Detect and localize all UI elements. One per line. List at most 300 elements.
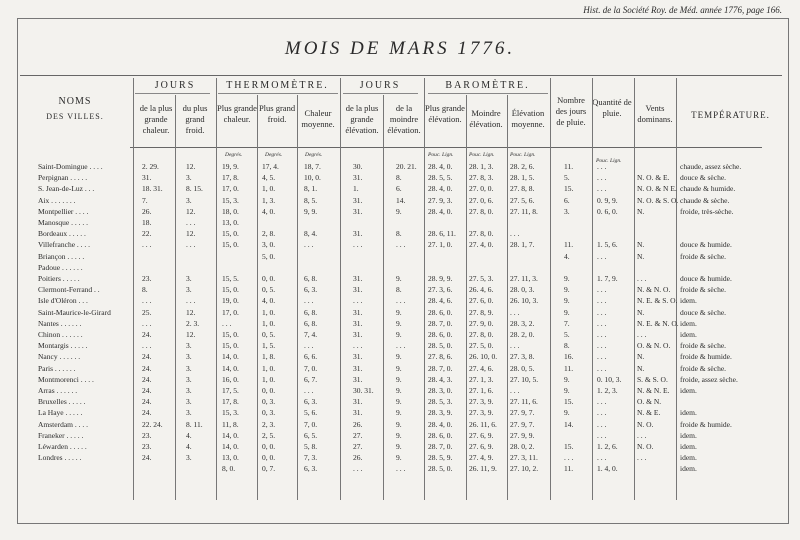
cell-t: douce & humide. [680, 240, 732, 250]
cell-tc: 15, 0. [222, 229, 239, 239]
cell-tf: 0, 0. [262, 453, 276, 463]
town-name: Padoue . . . . . . [38, 262, 83, 272]
cell-np: 9. [564, 408, 570, 418]
cell-jm: 9. [396, 374, 402, 384]
cell-bmoy: 28. 2, 0. [510, 330, 535, 339]
cell-np: 11. [564, 464, 574, 474]
cell-tc: 17, 8. [222, 173, 239, 183]
col-jours-moindre: de la moindre élévation. [387, 103, 421, 135]
col-thermo-moyenne: Chaleur moyenne. [301, 108, 335, 129]
town-name: Montmorenci . . . . [38, 374, 94, 384]
cell-t: froide & sèche. [680, 363, 727, 373]
town-name: Briançon . . . . . [38, 251, 85, 261]
cell-tm: 8, 4. [304, 229, 318, 239]
cell-bmoy: 27. 3, 8. [510, 352, 535, 362]
unit-thermo-1: Degrés. [225, 152, 243, 158]
cell-tc: 17, 5. [222, 386, 239, 395]
cell-np: 14. [564, 419, 574, 429]
cell-je: 31. [353, 397, 363, 407]
cell-v: N. [637, 251, 645, 261]
cell-jc: 24. [142, 397, 152, 407]
cell-tm: 6, 8. [304, 307, 318, 317]
cell-je: 31. [353, 274, 363, 283]
cell-t: froide, assez sèche. [680, 374, 738, 384]
cell-np: 15. [564, 442, 574, 451]
cell-bm: 27. 4, 9. [469, 453, 494, 463]
cell-jm: . . . [396, 464, 406, 474]
cell-v: N. O. [637, 442, 654, 451]
town-name: S. Jean-de-Luz . . . [38, 184, 95, 194]
cell-jm: 9. [396, 352, 402, 362]
cell-jf: 3. [186, 173, 192, 183]
cell-v: N. O. & N E. [637, 184, 677, 194]
cell-np: 9. [564, 285, 570, 295]
cell-bm: 27. 0, 0. [469, 184, 494, 194]
cell-t: froide, très-sèche. [680, 206, 734, 216]
cell-jf: 12. [186, 206, 196, 216]
cell-je: 31. [353, 195, 363, 205]
cell-v: N. O. & E. [637, 173, 670, 183]
cell-tm: 5, 8. [304, 442, 318, 451]
group-jours: JOURS [154, 80, 196, 91]
cell-jf: 12. [186, 229, 196, 239]
cell-jf: 3. [186, 195, 192, 205]
cell-np: . . . [564, 453, 574, 463]
cell-tf: 1, 0. [262, 363, 276, 373]
cell-tf: 1, 0. [262, 318, 276, 328]
cell-qp: . . . [597, 251, 607, 261]
rule-top [20, 75, 782, 76]
town-name: Arras . . . . . . [38, 386, 78, 395]
cell-t: idem. [680, 442, 697, 451]
cell-jm: 6. [396, 184, 402, 194]
cell-bmoy: 28. 0, 2. [510, 442, 535, 451]
cell-bm: 27. 8, 9. [469, 307, 494, 317]
cell-jc: 25. [142, 307, 152, 317]
cell-tc: . . . [222, 318, 232, 328]
cell-jc: 18. [142, 218, 152, 227]
cell-tf: 4, 0. [262, 296, 276, 306]
col-des-villes: DES VILLES. [46, 112, 104, 121]
cell-bg: 28. 5, 0. [428, 341, 453, 351]
cell-tm: 6, 3. [304, 464, 318, 474]
cell-je: 30. 31. [353, 386, 374, 395]
cell-v: . . . [637, 330, 647, 339]
cell-tf: 0, 0. [262, 442, 276, 451]
cell-jf: 3. [186, 453, 192, 463]
cell-bg: 28. 6, 0. [428, 330, 453, 339]
cell-bm: 27. 4, 0. [469, 240, 494, 250]
town-name: La Haye . . . . . [38, 408, 83, 418]
cell-jm: 9. [396, 363, 402, 373]
cell-bm: 27. 8, 0. [469, 229, 494, 239]
col-jours-froid: du plus grand froid. [182, 103, 208, 135]
cell-bg: 28. 5, 3. [428, 397, 453, 407]
cell-tf: 0, 7. [262, 464, 276, 474]
cell-qp: 1. 2, 3. [597, 386, 618, 395]
cell-v: N. E. & N. O. [637, 318, 679, 328]
cell-v: N. & N. O. [637, 285, 671, 295]
cell-bg: 28. 6, 0. [428, 307, 453, 317]
cell-t: douce & sèche. [680, 307, 727, 317]
cell-bmoy: 28. 0, 3. [510, 285, 535, 295]
cell-jm: 8. [396, 229, 402, 239]
rule-header-bottom [130, 147, 762, 148]
cell-tc: 13, 0. [222, 453, 239, 463]
cell-bmoy: 27. 9, 7. [510, 408, 535, 418]
town-name: Clermont-Ferrand . . [38, 285, 100, 295]
cell-jf: 3. [186, 285, 192, 295]
cell-np: 11. [564, 240, 574, 250]
cell-bmoy: 27. 10, 5. [510, 374, 539, 384]
cell-t: idem. [680, 386, 697, 395]
cell-np: 15. [564, 184, 574, 194]
cell-jm: 9. [396, 206, 402, 216]
column-divider [383, 95, 384, 500]
cell-tf: 0, 3. [262, 408, 276, 418]
cell-jm: 9. [396, 408, 402, 418]
cell-jc: 31. [142, 173, 152, 183]
cell-jc: . . . [142, 240, 152, 250]
cell-np: 3. [564, 206, 570, 216]
column-divider [550, 78, 551, 500]
cell-bmoy: . . . [510, 229, 520, 239]
cell-bmoy: . . . [510, 341, 520, 351]
cell-je: 31. [353, 206, 363, 216]
cell-jc: 2. 29. [142, 162, 159, 171]
cell-bm: 27. 6, 9. [469, 442, 494, 451]
cell-bmoy: 27. 11, 8. [510, 206, 538, 216]
cell-je: 26. [353, 453, 363, 463]
cell-t: idem. [680, 296, 697, 306]
cell-bg: 27. 1, 0. [428, 240, 453, 250]
cell-je: . . . [353, 464, 363, 474]
cell-bm: 27. 1, 3. [469, 374, 494, 384]
cell-tc: 17, 0. [222, 184, 239, 194]
town-name: Isle d'Oléron . . . [38, 296, 88, 306]
cell-tc: 18, 0. [222, 206, 239, 216]
cell-np: 9. [564, 307, 570, 317]
cell-jm: 20. 21. [396, 162, 417, 171]
cell-bg: 27. 8, 6. [428, 352, 453, 362]
cell-qp: . . . [597, 173, 607, 183]
cell-jf: 4. [186, 430, 192, 440]
cell-tm: 10, 0. [304, 173, 321, 183]
cell-tc: 14, 0. [222, 363, 239, 373]
cell-bg: 27. 9, 3. [428, 195, 453, 205]
column-divider [634, 78, 635, 500]
cell-je: 31. [353, 408, 363, 418]
town-name: Aix . . . . . . . [38, 195, 76, 205]
cell-tm: 9, 9. [304, 206, 318, 216]
cell-bg: 28. 4, 3. [428, 374, 453, 384]
cell-bmoy: 27. 5, 6. [510, 195, 535, 205]
cell-v: N. O. [637, 419, 654, 429]
column-divider [340, 78, 341, 500]
cell-qp: . . . [597, 285, 607, 295]
unit-pluie: Pouc. Lign. [596, 158, 622, 164]
cell-t: idem. [680, 430, 697, 440]
town-name: Perpignan . . . . . [38, 173, 88, 183]
group-jours-2: JOURS [359, 80, 401, 91]
cell-je: 31. [353, 330, 363, 339]
cell-tf: 4, 5. [262, 173, 276, 183]
cell-tf: 1, 3. [262, 195, 276, 205]
cell-jf: 3. [186, 363, 192, 373]
col-quantite-pluie: Quantité de pluie. [592, 97, 632, 118]
cell-qp: . . . [597, 341, 607, 351]
col-jours-elevation: de la plus grande élévation. [345, 103, 379, 135]
rule-baro [428, 93, 548, 94]
cell-bmoy: 27. 10, 2. [510, 464, 539, 474]
cell-jm: . . . [396, 240, 406, 250]
col-baro-moyenne: Élévation moyenne. [511, 108, 545, 129]
cell-tf: 2, 8. [262, 229, 276, 239]
cell-t: froide & sèche. [680, 251, 727, 261]
cell-je: 31. [353, 374, 363, 384]
cell-t: chaude, assez sèche. [680, 162, 742, 171]
cell-tf: 0, 5. [262, 330, 276, 339]
cell-tm: . . . [304, 341, 314, 351]
column-divider [507, 95, 508, 500]
cell-tm: 7, 0. [304, 419, 318, 429]
cell-tc: 15, 3. [222, 408, 239, 418]
unit-thermo-2: Degrés. [265, 152, 283, 158]
cell-bg: 28. 6, 11. [428, 229, 456, 239]
cell-tm: 5, 6. [304, 408, 318, 418]
cell-tm: 6, 5. [304, 430, 318, 440]
cell-v: O. & N. [637, 397, 662, 407]
cell-bmoy: 27. 3, 11. [510, 453, 538, 463]
cell-bm: 27. 0, 6. [469, 195, 494, 205]
cell-jf: 12. [186, 330, 196, 339]
cell-jc: 24. [142, 408, 152, 418]
cell-jf: 8. 15. [186, 184, 203, 194]
cell-jc: . . . [142, 341, 152, 351]
town-name: Bruxelles . . . . . [38, 397, 86, 407]
cell-tf: 1, 0. [262, 307, 276, 317]
cell-bm: 27. 5, 3. [469, 274, 494, 283]
cell-bm: 27. 9, 0. [469, 318, 494, 328]
cell-bm: 26. 11, 9. [469, 464, 497, 474]
cell-qp: . . . [597, 453, 607, 463]
column-divider [297, 95, 298, 500]
cell-tm: . . . [304, 240, 314, 250]
cell-t: froide & sèche. [680, 341, 727, 351]
cell-t: idem. [680, 453, 697, 463]
cell-tm: 7, 0. [304, 363, 318, 373]
cell-np: 11. [564, 162, 574, 171]
cell-jf: 3. [186, 352, 192, 362]
cell-np: 4. [564, 251, 570, 261]
cell-bg: 28. 9, 9. [428, 274, 453, 283]
cell-t: idem. [680, 464, 697, 474]
cell-jf: 2. 3. [186, 318, 200, 328]
cell-qp: . . . [597, 162, 607, 171]
cell-bg: 28. 5, 0. [428, 464, 453, 474]
cell-qp: . . . [597, 363, 607, 373]
cell-je: 31. [353, 307, 363, 317]
cell-t: froide & humide. [680, 419, 732, 429]
cell-jm: 8. [396, 173, 402, 183]
cell-bm: 27. 5, 0. [469, 341, 494, 351]
cell-je: . . . [353, 296, 363, 306]
cell-je: 27. [353, 442, 363, 451]
cell-v: N. [637, 206, 645, 216]
cell-tc: 14, 0. [222, 352, 239, 362]
cell-v: . . . [637, 274, 647, 283]
cell-np: 9. [564, 374, 570, 384]
cell-je: 31. [353, 285, 363, 295]
cell-jm: 14. [396, 195, 406, 205]
cell-jc: 23. [142, 274, 152, 283]
cell-jc: 23. [142, 430, 152, 440]
cell-jc: 22. 24. [142, 419, 163, 429]
cell-tf: 0, 0. [262, 274, 276, 283]
cell-v: N. O. & S. O. [637, 195, 679, 205]
cell-bg: 28. 6, 0. [428, 430, 453, 440]
cell-tm: 6, 3. [304, 397, 318, 407]
cell-qp: 1. 5, 6. [597, 240, 618, 250]
group-barometre: BAROMÈTRE. [445, 80, 530, 91]
column-divider [466, 95, 467, 500]
cell-np: 6. [564, 195, 570, 205]
cell-bmoy: . . . [510, 386, 520, 395]
town-name: Franeker . . . . . [38, 430, 84, 440]
cell-bg: 28. 4, 0. [428, 184, 453, 194]
cell-np: 9. [564, 296, 570, 306]
cell-qp: 0. 6, 0. [597, 206, 618, 216]
cell-je: 31. [353, 173, 363, 183]
cell-tc: 17, 8. [222, 397, 239, 407]
cell-v: N. E. & S. O. [637, 296, 678, 306]
col-jours-pluie: Nombre des jours de pluie. [555, 95, 587, 127]
cell-tf: 4, 0. [262, 206, 276, 216]
cell-bm: 26. 11, 6. [469, 419, 497, 429]
cell-tf: 2, 3. [262, 419, 276, 429]
rule-jours-2 [343, 93, 418, 94]
cell-jm: 9. [396, 397, 402, 407]
cell-t: froide & sèche. [680, 285, 727, 295]
town-name: Chinon . . . . . . [38, 330, 83, 339]
cell-jf: 3. [186, 274, 192, 283]
cell-v: N. [637, 240, 645, 250]
cell-t: idem. [680, 330, 697, 339]
cell-je: 27. [353, 430, 363, 440]
cell-tm: 7, 4. [304, 330, 318, 339]
cell-tc: 14, 0. [222, 442, 239, 451]
cell-bm: 27. 3, 9. [469, 408, 494, 418]
rule-jours [135, 93, 210, 94]
cell-jc: 22. [142, 229, 152, 239]
town-name: Poitiers . . . . . [38, 274, 80, 283]
unit-baro-3: Pouc. Lign. [510, 152, 536, 158]
town-name: Villefranche . . . . [38, 240, 91, 250]
cell-jc: . . . [142, 318, 152, 328]
cell-qp: 1. 7, 9. [597, 274, 618, 283]
cell-tf: 17, 4. [262, 162, 279, 171]
cell-jc: 24. [142, 374, 152, 384]
cell-tf: 0, 3. [262, 397, 276, 407]
cell-v: N. & N. E. [637, 386, 670, 395]
cell-tf: 1, 0. [262, 374, 276, 384]
cell-bmoy: 27. 9, 9. [510, 430, 535, 440]
cell-qp: . . . [597, 184, 607, 194]
cell-jf: 8. 11. [186, 419, 203, 429]
cell-jf: . . . [186, 218, 196, 227]
group-thermometre: THERMOMÈTRE. [226, 80, 329, 91]
cell-v: N. & E. [637, 408, 661, 418]
cell-je: 31. [353, 229, 363, 239]
cell-bm: 27. 6, 9. [469, 430, 494, 440]
column-divider [133, 78, 134, 500]
cell-v: S. & S. O. [637, 374, 668, 384]
cell-t: idem. [680, 318, 697, 328]
unit-baro-1: Pouc. Lign. [428, 152, 454, 158]
cell-bmoy: 27. 9, 7. [510, 419, 535, 429]
unit-baro-2: Pouc. Lign. [469, 152, 495, 158]
cell-jm: 9. [396, 430, 402, 440]
cell-qp: 0. 10, 3. [597, 374, 622, 384]
cell-tf: 1, 0. [262, 184, 276, 194]
cell-tc: 15, 0. [222, 240, 239, 250]
cell-bmoy: 28. 2, 6. [510, 162, 535, 171]
cell-tc: 14, 0. [222, 430, 239, 440]
cell-tf: 2, 5. [262, 430, 276, 440]
town-name: Bordeaux . . . . . [38, 229, 86, 239]
cell-jf: 3. [186, 341, 192, 351]
cell-tc: 15, 5. [222, 274, 239, 283]
cell-jc: 8. [142, 285, 148, 295]
cell-qp: . . . [597, 318, 607, 328]
cell-tm: 6, 8. [304, 274, 318, 283]
cell-jf: 3. [186, 397, 192, 407]
town-name: Saint-Maurice-le-Girard [38, 307, 111, 317]
cell-jf: 12. [186, 307, 196, 317]
cell-bm: 27. 3, 9. [469, 397, 494, 407]
town-name: Montpellier . . . . [38, 206, 89, 216]
cell-tc: 15, 0. [222, 341, 239, 351]
cell-tc: 19, 9. [222, 162, 239, 171]
cell-tm: . . . [304, 296, 314, 306]
cell-jm: . . . [396, 296, 406, 306]
cell-tm: 6, 8. [304, 318, 318, 328]
cell-qp: . . . [597, 430, 607, 440]
cell-bm: 27. 1, 6. [469, 386, 494, 395]
town-name: Nancy . . . . . . [38, 352, 81, 362]
cell-tm: 6, 7. [304, 374, 318, 384]
cell-v: O. & N. O. [637, 341, 671, 351]
cell-tm: 8, 5. [304, 195, 318, 205]
cell-bm: 26. 4, 6. [469, 285, 494, 295]
cell-v: . . . [637, 430, 647, 440]
cell-jc: 18. 31. [142, 184, 163, 194]
town-name: Londres . . . . . [38, 453, 82, 463]
cell-jm: 8. [396, 285, 402, 295]
cell-qp: . . . [597, 307, 607, 317]
cell-bm: 27. 8, 0. [469, 330, 494, 339]
cell-jc: . . . [142, 296, 152, 306]
cell-je: 1. [353, 184, 359, 194]
cell-jc: 24. [142, 352, 152, 362]
cell-np: 16. [564, 352, 574, 362]
town-name: Amsterdam . . . . [38, 419, 88, 429]
cell-jf: 3. [186, 374, 192, 384]
cell-jm: 9. [396, 419, 402, 429]
cell-qp: . . . [597, 352, 607, 362]
cell-bg: 28. 7, 0. [428, 363, 453, 373]
cell-tc: 13, 0. [222, 218, 239, 227]
